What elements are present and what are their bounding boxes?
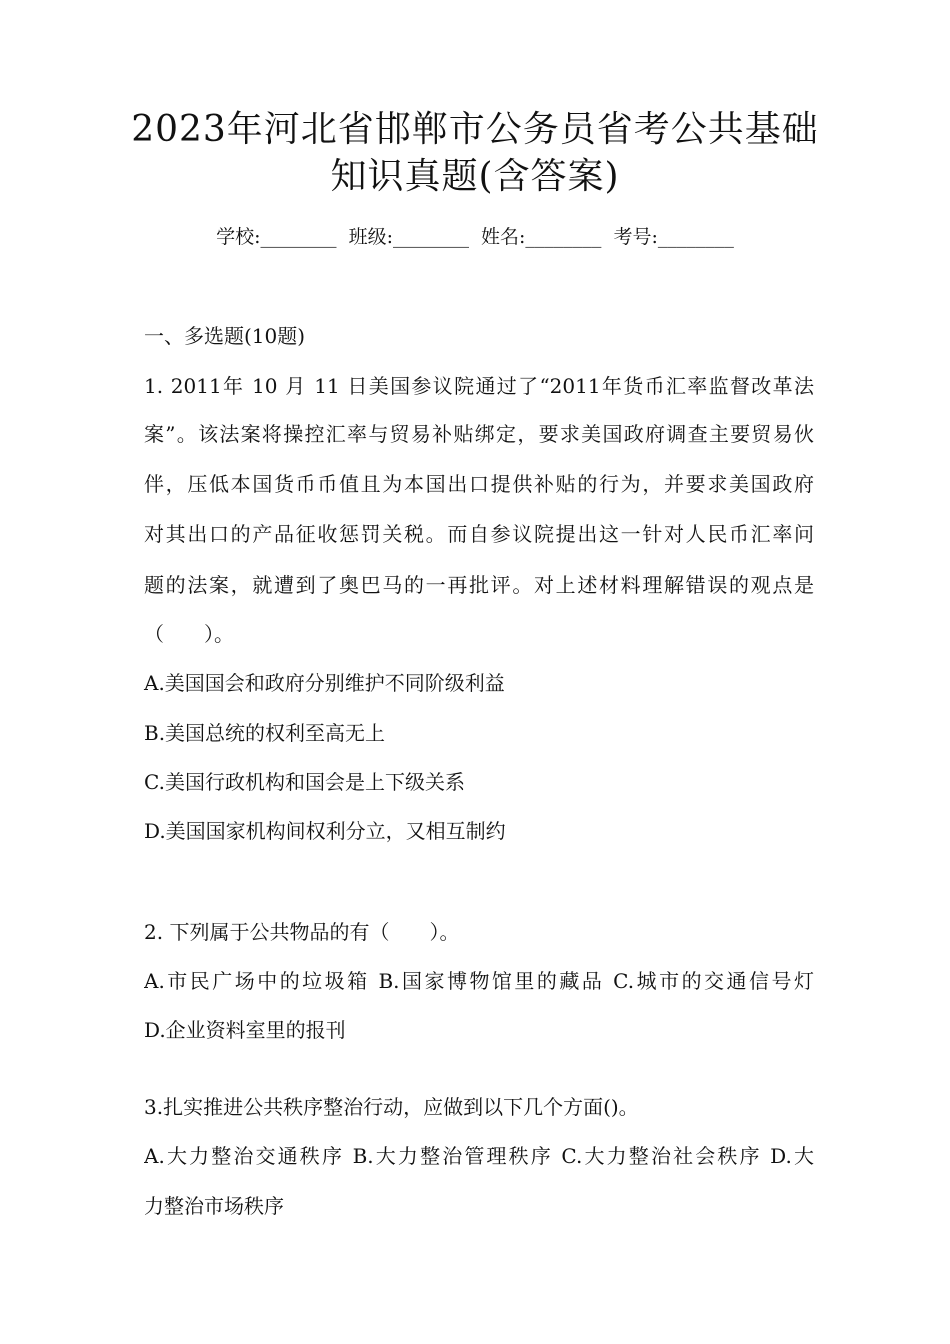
student-info-fields xyxy=(0,222,950,252)
question-1-text-line: （ ）。 xyxy=(144,622,234,646)
question-3-stem: 3.扎实推进公共秩序整治行动，应做到以下几个方面()。 xyxy=(144,1095,639,1119)
question-1-option-b: B.美国总统的权利至高无上 xyxy=(144,721,386,745)
question-2-stem: 2. 下列属于公共物品的有（ ）。 xyxy=(144,920,460,944)
question-1-text-line: 对其出口的产品征收惩罚关税。而自参议院提出这一针对人民币汇率问 xyxy=(144,522,814,546)
document-title-line-2: 知识真题(含答案) xyxy=(330,156,620,197)
school-field: 学校:________ xyxy=(216,226,337,248)
question-1-text-line: 案”。该法案将操控汇率与贸易补贴绑定，要求美国政府调查主要贸易伙 xyxy=(144,422,814,446)
document-title-line-1: 2023年河北省邯郸市公务员省考公共基础 xyxy=(131,109,819,150)
question-2-options-line: D.企业资料室里的报刊 xyxy=(144,1018,346,1042)
question-2-options-line: A.市民广场中的垃圾箱 B.国家博物馆里的藏品 C.城市的交通信号灯 xyxy=(144,969,814,993)
section-heading: 一、多选题(10题) xyxy=(144,324,306,348)
name-field: 姓名:________ xyxy=(481,226,602,248)
question-3-options-line: 力整治市场秩序 xyxy=(144,1194,284,1218)
question-3-options-line: A.大力整治交通秩序 B.大力整治管理秩序 C.大力整治社会秩序 D.大 xyxy=(144,1144,814,1168)
exam-number-field: 考号:________ xyxy=(613,226,734,248)
question-1-option-d: D.美国国家机构间权利分立，又相互制约 xyxy=(144,819,506,843)
question-1-text-line: 伴，压低本国货币币值且为本国出口提供补贴的行为，并要求美国政府 xyxy=(144,472,814,496)
question-1-text-line: 题的法案，就遭到了奥巴马的一再批评。对上述材料理解错误的观点是 xyxy=(144,573,814,597)
question-1-option-c: C.美国行政机构和国会是上下级关系 xyxy=(144,770,465,794)
question-1-text-line: 1. 2011年 10 月 11 日美国参议院通过了“2011年货币汇率监督改革法 xyxy=(144,374,814,398)
question-1-option-a: A.美国国会和政府分别维护不同阶级利益 xyxy=(144,671,505,695)
class-field: 班级:________ xyxy=(348,226,469,248)
